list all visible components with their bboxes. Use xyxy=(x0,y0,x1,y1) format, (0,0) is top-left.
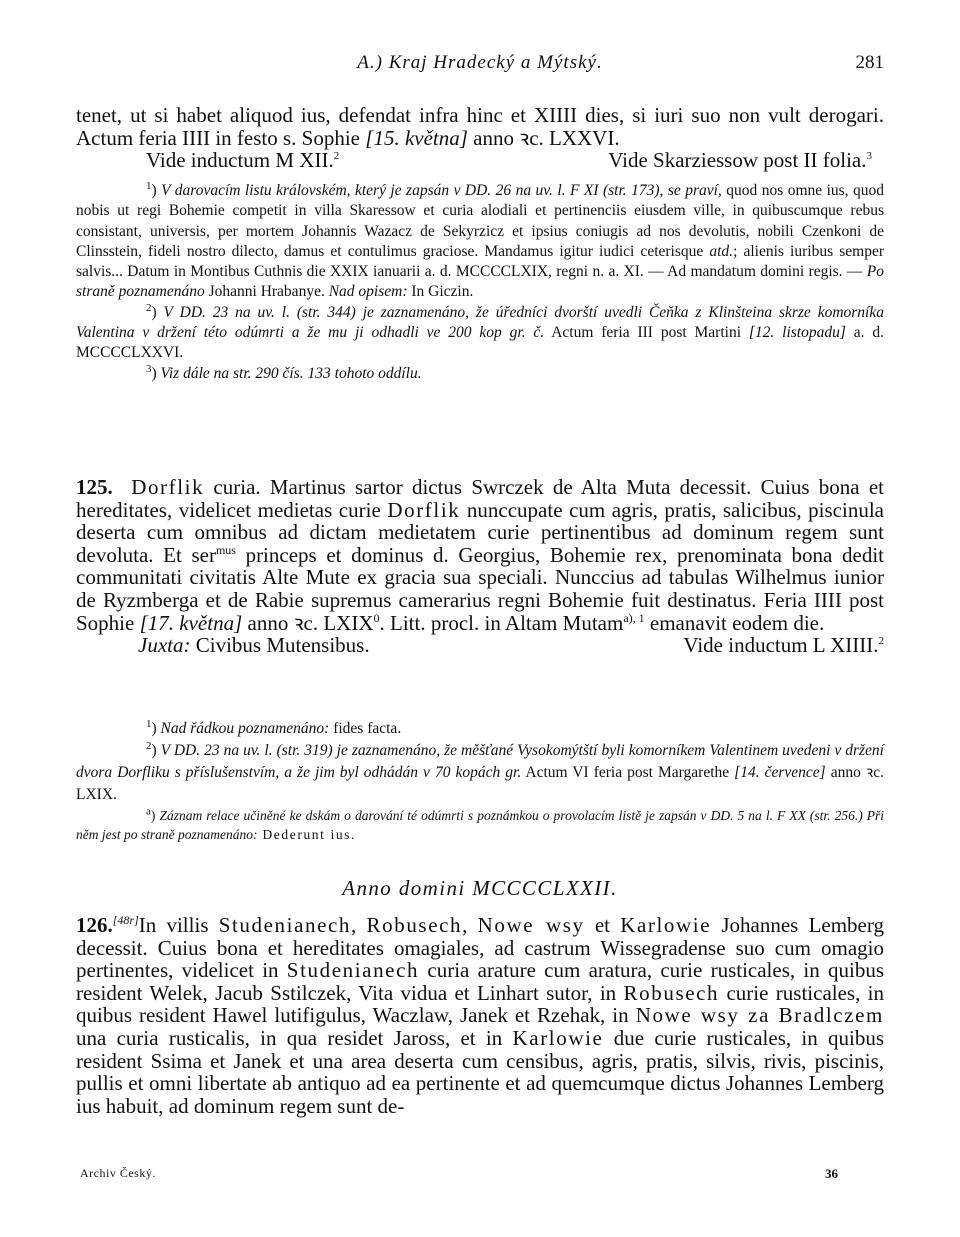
juxta-line xyxy=(76,634,884,657)
continuation-text: tenet, ut si habet aliquod ius, defendat infra hinc et XIIII dies, si iuri suo non vult derogari. Actum feria IIII in festo s. Sophie [15. května] anno ꝛc. LXXVI. xyxy=(76,103,884,150)
vide-references xyxy=(76,149,884,172)
footnote-125-2: $^2$) V DD. 23 na uv. l. (str. 319) je zaznamenáno, že měšťané Vysokomýtští byli komorníkem Valentinem uvedeni v držení dvora Dorfliku s příslušenstvím, a že jim byl odhádán v 70 kopách gr. Actum VI feria post Margarethe [14. července] anno ꝛc. LXIX. xyxy=(76,739,884,803)
vide-inductum: Vide inductum L XIIII.$^2$ xyxy=(683,633,884,658)
entry-number: 125. xyxy=(76,475,113,499)
page-number: 281 xyxy=(855,52,884,73)
footnotes-125 xyxy=(76,718,884,844)
juxta: Juxta: Civibus Mutensibus. xyxy=(138,633,370,658)
entry-126 xyxy=(76,914,884,1117)
running-title: A.) Kraj Hradecký a Mýtský. xyxy=(357,52,603,73)
footnote-3: $^3$) Viz dále na str. 290 čís. 133 tohoto oddílu. xyxy=(146,362,422,382)
vide-left: Vide inductum M XII.$^2$ xyxy=(146,148,340,173)
footnote-125-a: $^a$) Záznam relace učiněné ke dskám o darování té odúmrti s poznámkou o provolacím listě je zapsán v DD. 5 na l. F XX (str. 256.) Při něm jest po straně poznamenáno: Dederunt ius. xyxy=(76,805,885,842)
vide-right: Vide Skarziessow post II folia.$^3$ xyxy=(608,148,872,173)
margin-folio: [48r] xyxy=(112,913,139,927)
footnote-125-1: $^1$) Nad řádkou poznamenáno: fides facta. xyxy=(146,717,402,737)
top-continuation xyxy=(76,104,884,172)
footnote-1: $^1$) V darovacím listu královském, který je zapsán v DD. 26 na uv. l. F XI (str. 173), se praví, quod nos omne ius, quod nobis ut regi Bohemie competit in villa Skaressow et curia alodiali et pertinenciis eiusdem ville, in quibuscumque rebus consistant, universis, per mortem Johannis Wazacz de Sekyrzicz et ipsius coniugis ad nos devolutis, nobili Czenkoni de Clinsstein, fideli nostro dilecto, damus et contulimus graciose. Mandamus igitur iudici ceterisque atd.; alienis iuribus semper salvis... Datum in Montibus Cuthnis die XXIX ianuarii a. d. MCCCCLXIX, regni n. a. XI. — Ad mandatum domini regis. — Po straně poznamenáno Johanni Hrabanye. Nad opisem: In Giczin. xyxy=(76,179,885,301)
entry-125 xyxy=(76,476,884,657)
entry-125-text: 125. Dorflik curia. Martinus sartor dictus Swrczek de Alta Muta decessit. Cuius bona et hereditates, videlicet medietas curie Dorflik nunccupate cum agris, pratis, salicibus, piscinula deserta cum omnibus ad dictam medietatem curie pertinentibus ad dominum regem sunt devoluta. Et ser$^{mus}$ princeps et dominus d. Georgius, Bohemie rex, prenominata bona dedit communitati civitatis Alte Mute ex gracia sua speciali. Nunccius ad tabulas Wilhelmus iunior de Ryzmberga et de Rabie supremus camerarius regni Bohemie fuit destinatus. Feria IIII post Sophie [17. května] anno ꝛc. LXIX$^0$. Litt. procl. in Altam Mutam$^{a), 1}$ emanavit eodem die. xyxy=(76,475,885,635)
signature-mark: 36 xyxy=(825,1166,838,1181)
entry-126-text: 126.[48r]In villis Studenianech, Robusech, Nowe wsy et Karlowie Johannes Lemberg decessit. Cuius bona et hereditates omagiales, ad castrum Wissegradense suo cum omagio pertinentes, videlicet in Studenianech curia arature cum aratura, curie rusticales, in quibus resident Welek, Jacub Sstilczek, Vita vidua et Linhart sutor, in Robusech curie rusticales, in quibus resident Hawel lutifigulus, Waczlaw, Janek et Rzehak, in Nowe wsy za Bradlczem una curia rusticalis, in qua residet Jaross, et in Karlowie due curie rusticales, in quibus resident Ssima et Janek et una area deserta cum censibus, agris, pratis, silvis, rivis, piscinis, pullis et omni libertate ab antiquo ad ea pertinente et ad quemcumque dictus Johannes Lemberg ius habuit, ad dominum regem sunt de- xyxy=(76,913,885,1118)
anno-heading: Anno domini MCCCCLXXII. xyxy=(342,876,618,900)
running-header xyxy=(76,52,884,82)
footnote-2: $^2$) V DD. 23 na uv. l. (str. 344) je zaznamenáno, že úředníci dvorští uvedli Čeňka z Klinšteina skrze komorníka Valentina v držení této odúmrti a že mu ji odhadli ve 200 kop gr. č. Actum feria III post Martini [12. listopadu] a. d. MCCCCLXXVI. xyxy=(76,301,884,362)
footer-label: Archiv Český. xyxy=(80,1166,156,1180)
footnotes-top xyxy=(76,181,884,384)
entry-number: 126. xyxy=(76,913,113,937)
